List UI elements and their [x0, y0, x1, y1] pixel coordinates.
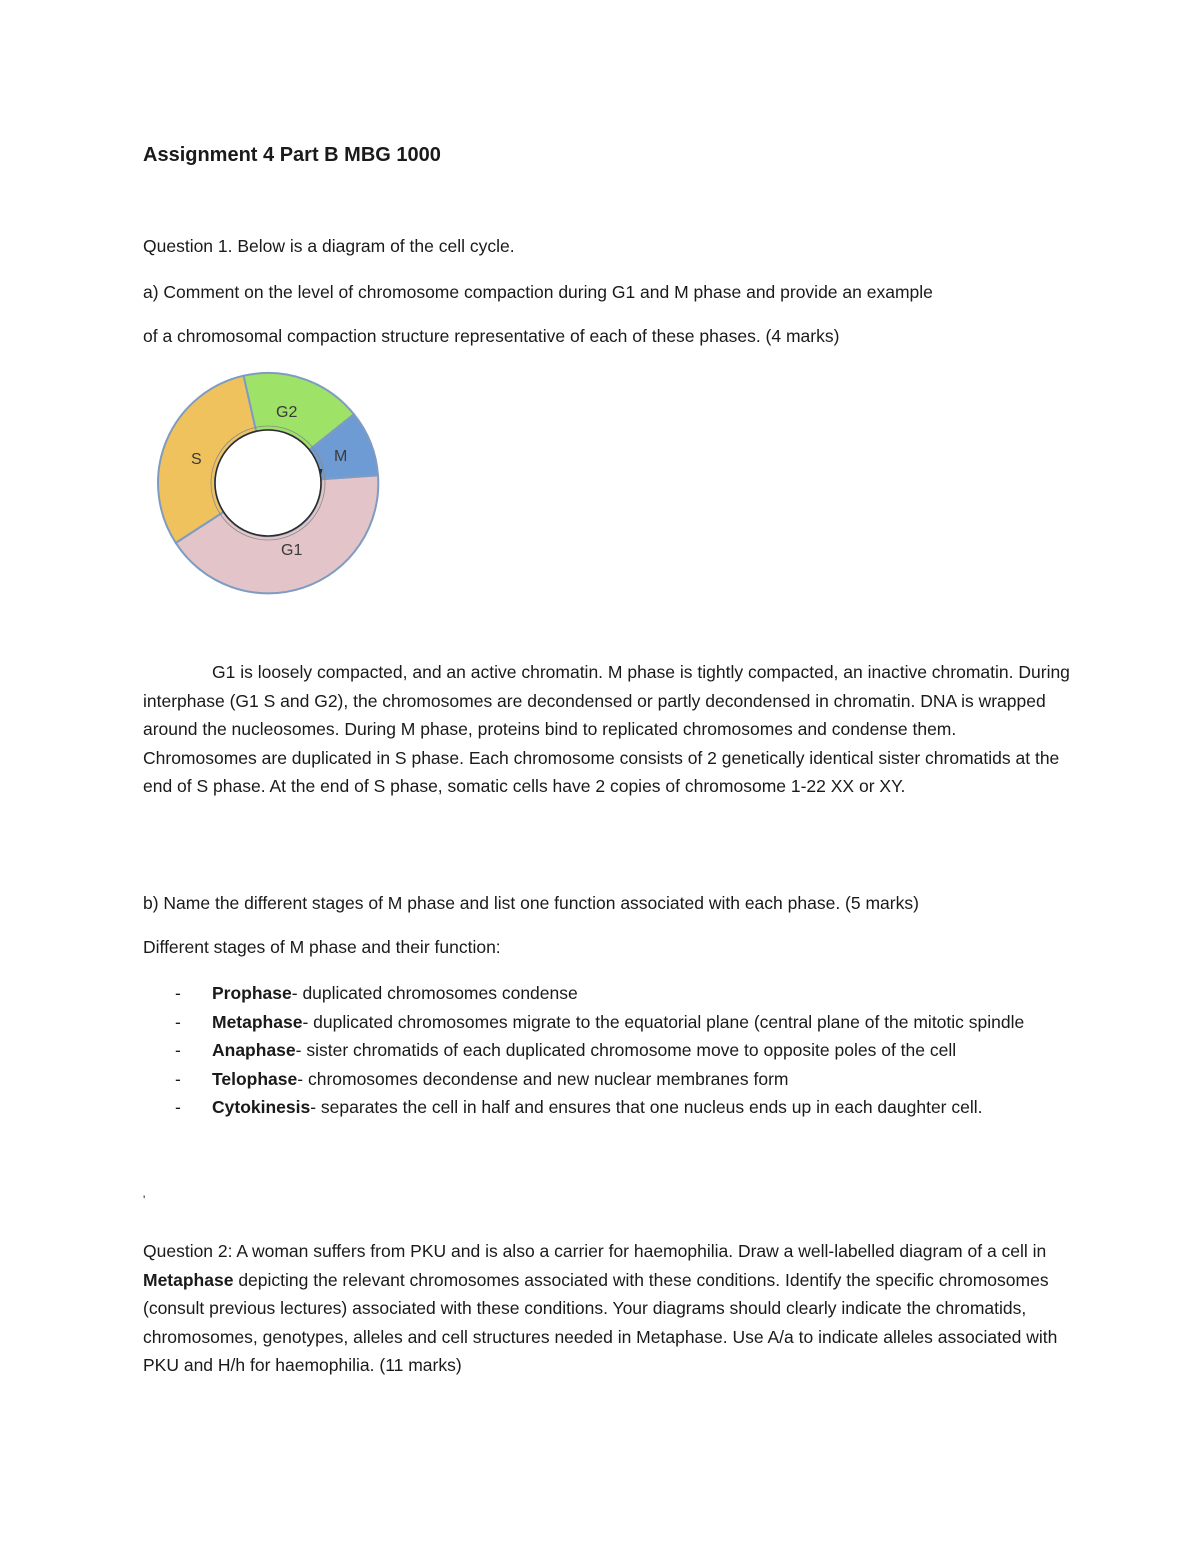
inner-ring — [215, 430, 321, 536]
list-item: - Telophase- chromosomes decondense and new nuclear membranes form — [175, 1068, 789, 1089]
question-1b-intro: Different stages of M phase and their function: — [143, 937, 501, 957]
stage-function: - separates the cell in half and ensures that one nucleus ends up in each daughter cell. — [310, 1097, 983, 1117]
question-2-lead: Question 2: — [143, 1241, 233, 1261]
stage-name: Metaphase — [212, 1011, 303, 1032]
label-g1: G1 — [281, 542, 303, 559]
label-m: M — [334, 448, 348, 465]
stage-function: - sister chromatids of each duplicated chromosome move to opposite poles of the cell — [295, 1040, 957, 1060]
question-2-paragraph: Question 2: A woman suffers from PKU and is also a carrier for haemophilia. Draw a well-labelled diagram of a cell in Metaphase depicting the relevant chromosomes associated with these conditions. Identify the specific chromosomes (consult previous lectures) associated with these conditions. Your diagrams should clearly indicate the chromatids, chromosomes, genotypes, alleles and cell structures needed in Metaphase. Use A/a to indicate alleles associated with PKU and H/h for haemophilia. (11 marks) — [143, 1241, 1058, 1375]
list-item: - Prophase- duplicated chromosomes condense — [175, 983, 578, 1003]
question-1b: b) Name the different stages of M phase and list one function associated with each phase. (5 marks) — [143, 893, 919, 913]
stage-function: - chromosomes decondense and new nuclear membranes form — [297, 1068, 789, 1089]
label-s: S — [191, 451, 202, 468]
metaphase-emphasis: Metaphase — [143, 1269, 234, 1290]
list-item: - Metaphase- duplicated chromosomes migrate to the equatorial plane (central plane of the mitotic spindle — [175, 1011, 1025, 1032]
list-item: - Cytokinesis- separates the cell in half and ensures that one nucleus ends up in each daughter cell. — [175, 1097, 983, 1117]
answer-1a-text: G1 is loosely compacted, and an active chromatin. M phase is tightly compacted, an inactive chromatin. During interphase (G1 S and G2), the chromosomes are decondensed or partly decondensed in chromatin. DNA is wrapped around the nucleosomes. During M phase, proteins bind to replicated chromosomes and condense them. Chromosomes are duplicated in S phase. Each chromosome consists of 2 genetically identical sister chromatids at the end of S phase. At the end of S phase, somatic cells have 2 copies of chromosome 1-22 XX or XY. — [143, 662, 1070, 796]
question-1a-line-1: a) Comment on the level of chromosome compaction during G1 and M phase and provide an example — [143, 282, 933, 302]
stage-name: Anaphase — [212, 1040, 296, 1060]
stage-name: Prophase — [212, 983, 292, 1003]
label-g2: G2 — [276, 404, 298, 421]
question-1a-line-2: of a chromosomal compaction structure representative of each of these phases. (4 marks) — [143, 326, 840, 346]
stray-mark: ' — [143, 1193, 146, 1207]
stage-function: - duplicated chromosomes condense — [291, 983, 578, 1003]
cell-cycle-diagram — [150, 365, 390, 600]
answer-1a-paragraph — [143, 658, 1073, 801]
stage-name: Telophase — [212, 1068, 298, 1089]
document-title: Assignment 4 Part B MBG 1000 — [143, 144, 441, 166]
stage-name: Cytokinesis — [212, 1097, 311, 1117]
question-1-intro: Question 1. Below is a diagram of the cell cycle. — [143, 236, 515, 256]
m-phase-stage-list — [175, 979, 1075, 1122]
stage-function: - duplicated chromosomes migrate to the equatorial plane (central plane of the mitotic spindle — [302, 1011, 1025, 1032]
list-item: - Anaphase- sister chromatids of each duplicated chromosome move to opposite poles of the cell — [175, 1040, 957, 1060]
